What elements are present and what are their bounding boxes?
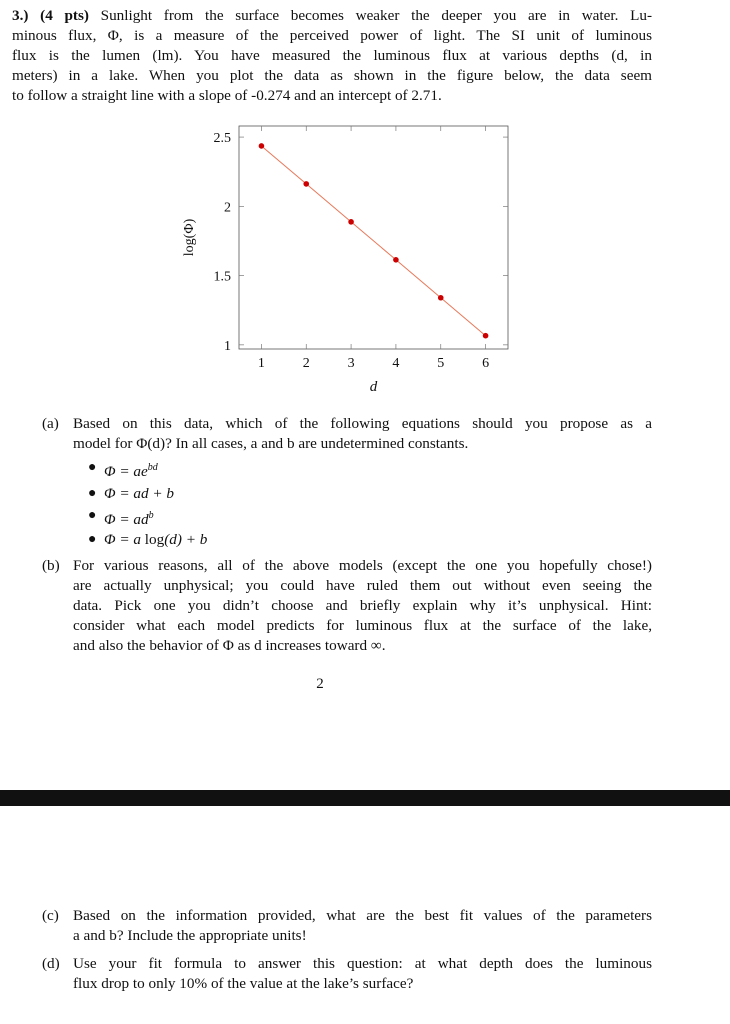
bullet-icon: ●	[88, 508, 97, 523]
data-point	[393, 257, 399, 263]
x-tick-label: 1	[257, 356, 265, 371]
part-b-line-1: For various reasons, all of the above models (except the one you hopefully chose!)	[73, 557, 652, 574]
x-tick-label: 2	[302, 356, 310, 371]
data-point	[259, 143, 265, 149]
part-d-line-1: Use your fit formula to answer this question: at what depth does the luminous	[73, 955, 652, 972]
y-tick-label: 2.5	[213, 131, 231, 147]
part-b-label: (b)	[42, 557, 60, 574]
part-d	[42, 954, 652, 994]
part-c-line-1: Based on the information provided, what are the best fit values of the parameters	[73, 907, 652, 924]
intro-line-5: to follow a straight line with a slope of -0.274 and an intercept of 2.71.	[12, 87, 442, 104]
data-point	[483, 333, 489, 339]
y-axis-label: log(Φ)	[182, 218, 197, 257]
part-d-line-2: flux drop to only 10% of the value at the lake’s surface?	[73, 975, 414, 992]
part-a-line-2: model for Φ(d)? In all cases, a and b are undetermined constants.	[73, 435, 469, 452]
x-tick-label: 4	[392, 356, 400, 371]
part-c	[42, 906, 652, 946]
problem-number: 3.) (4 pts)	[12, 7, 89, 24]
bullet-icon: ●	[88, 486, 97, 501]
intro-line-1: 3.) (4 pts) Sunlight from the surface becomes weaker the deeper you are in water. Lu-	[12, 7, 652, 24]
data-point	[303, 181, 309, 187]
bullet-icon: ●	[88, 532, 97, 547]
chart-svg	[170, 118, 530, 408]
page-number: 2	[316, 676, 324, 692]
y-tick-label: 1	[224, 338, 231, 354]
problem-intro	[12, 6, 652, 106]
intro-line-2: minous flux, Φ, is a measure of the perceived power of light. The SI unit of luminous	[12, 27, 652, 44]
x-axis-label: d	[369, 379, 378, 395]
part-c-label: (c)	[42, 907, 59, 924]
part-a	[42, 414, 652, 454]
part-a-label: (a)	[42, 415, 59, 432]
option-linear-text: Φ = ad + b	[104, 485, 175, 502]
part-b	[42, 556, 652, 656]
x-tick-label: 5	[437, 356, 445, 371]
intro-line-3: flux is the lumen (lm). You have measured the luminous flux at various depths (d, in	[12, 47, 652, 64]
bullet-icon: ●	[88, 460, 97, 475]
data-point	[348, 219, 354, 225]
part-b-line-2: are actually unphysical; you could have ruled them out without even seeing the	[73, 577, 652, 594]
part-b-line-4: consider what each model predicts for luminous flux at the surface of the lake,	[73, 617, 652, 634]
y-tick-label: 2	[224, 200, 231, 216]
part-a-line-1: Based on this data, which of the following equations should you propose as a	[73, 415, 652, 432]
intro-line-4: meters) in a lake. When you plot the data as shown in the figure below, the data seem	[12, 67, 652, 84]
option-power-text: $\Phi = ad^b$	[104, 510, 154, 529]
data-point	[438, 295, 444, 301]
x-tick-label: 6	[482, 356, 490, 371]
option-logarithmic-text: Φ = a log(d) + b	[104, 531, 208, 548]
log-flux-vs-depth-chart	[170, 118, 530, 408]
part-c-line-2: a and b? Include the appropriate units!	[73, 927, 307, 944]
x-tick-label: 3	[347, 356, 355, 371]
part-d-label: (d)	[42, 955, 60, 972]
y-tick-label: 1.5	[213, 269, 231, 285]
option-exponential-text: $\Phi = ae^{bd}$	[104, 462, 158, 481]
part-b-line-3: data. Pick one you didn’t choose and briefly explain why it’s unphysical. Hint:	[73, 597, 652, 614]
page-lower	[0, 806, 730, 1024]
page-divider	[0, 790, 730, 806]
plot-frame	[239, 126, 508, 349]
part-b-line-5: and also the behavior of Φ as d increases toward ∞.	[73, 637, 386, 654]
data-series-line	[261, 146, 485, 336]
